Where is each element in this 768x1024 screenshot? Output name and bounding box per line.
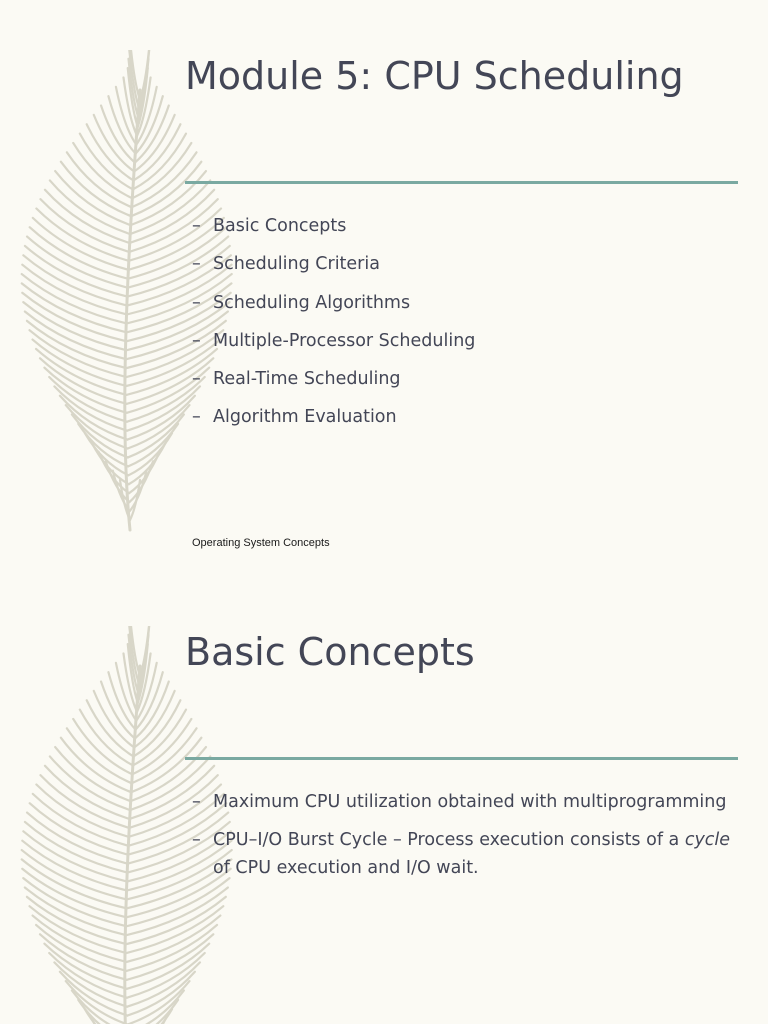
- bullet-text: Basic Concepts: [213, 216, 347, 236]
- bullet-text: Maximum CPU utilization obtained with multiprogramming: [213, 792, 727, 812]
- dash-bullet: –: [192, 330, 201, 351]
- dash-bullet: –: [192, 254, 201, 275]
- bullet-list: [192, 788, 732, 892]
- slide-title: Module 5: CPU Scheduling: [185, 54, 684, 98]
- list-item: [192, 289, 732, 317]
- bullet-text: Algorithm Evaluation: [213, 407, 397, 428]
- list-item: [192, 327, 732, 355]
- bullet-text-start: CPU–I/O Burst Cycle – Process execution consists of a: [213, 830, 685, 850]
- slide-basic-concepts: [0, 576, 768, 1024]
- bullet-text: Scheduling Algorithms: [213, 292, 411, 313]
- dash-bullet: –: [192, 830, 201, 850]
- emphasized-word: cycle: [684, 830, 731, 850]
- slide-footer: Operating System Concepts: [192, 537, 330, 549]
- list-item: [192, 788, 732, 816]
- dash-bullet: –: [192, 407, 201, 428]
- slide-title: Basic Concepts: [185, 630, 475, 674]
- bullet-text: Real-Time Scheduling: [213, 369, 401, 390]
- bullet-list: [192, 212, 732, 442]
- list-item: [192, 365, 732, 393]
- list-item: [192, 826, 732, 882]
- dash-bullet: –: [192, 216, 201, 236]
- bullet-text: [213, 830, 730, 878]
- title-divider: [185, 757, 738, 760]
- list-item: [192, 403, 732, 431]
- dash-bullet: –: [192, 792, 201, 812]
- list-item: [192, 250, 732, 278]
- bullet-text-end: of CPU execution and I/O wait.: [213, 858, 479, 878]
- title-divider: [185, 181, 738, 184]
- dash-bullet: –: [192, 292, 201, 313]
- list-item: [192, 212, 732, 240]
- bullet-text: Multiple-Processor Scheduling: [213, 330, 476, 351]
- bullet-text: Scheduling Criteria: [213, 254, 380, 275]
- dash-bullet: –: [192, 369, 201, 390]
